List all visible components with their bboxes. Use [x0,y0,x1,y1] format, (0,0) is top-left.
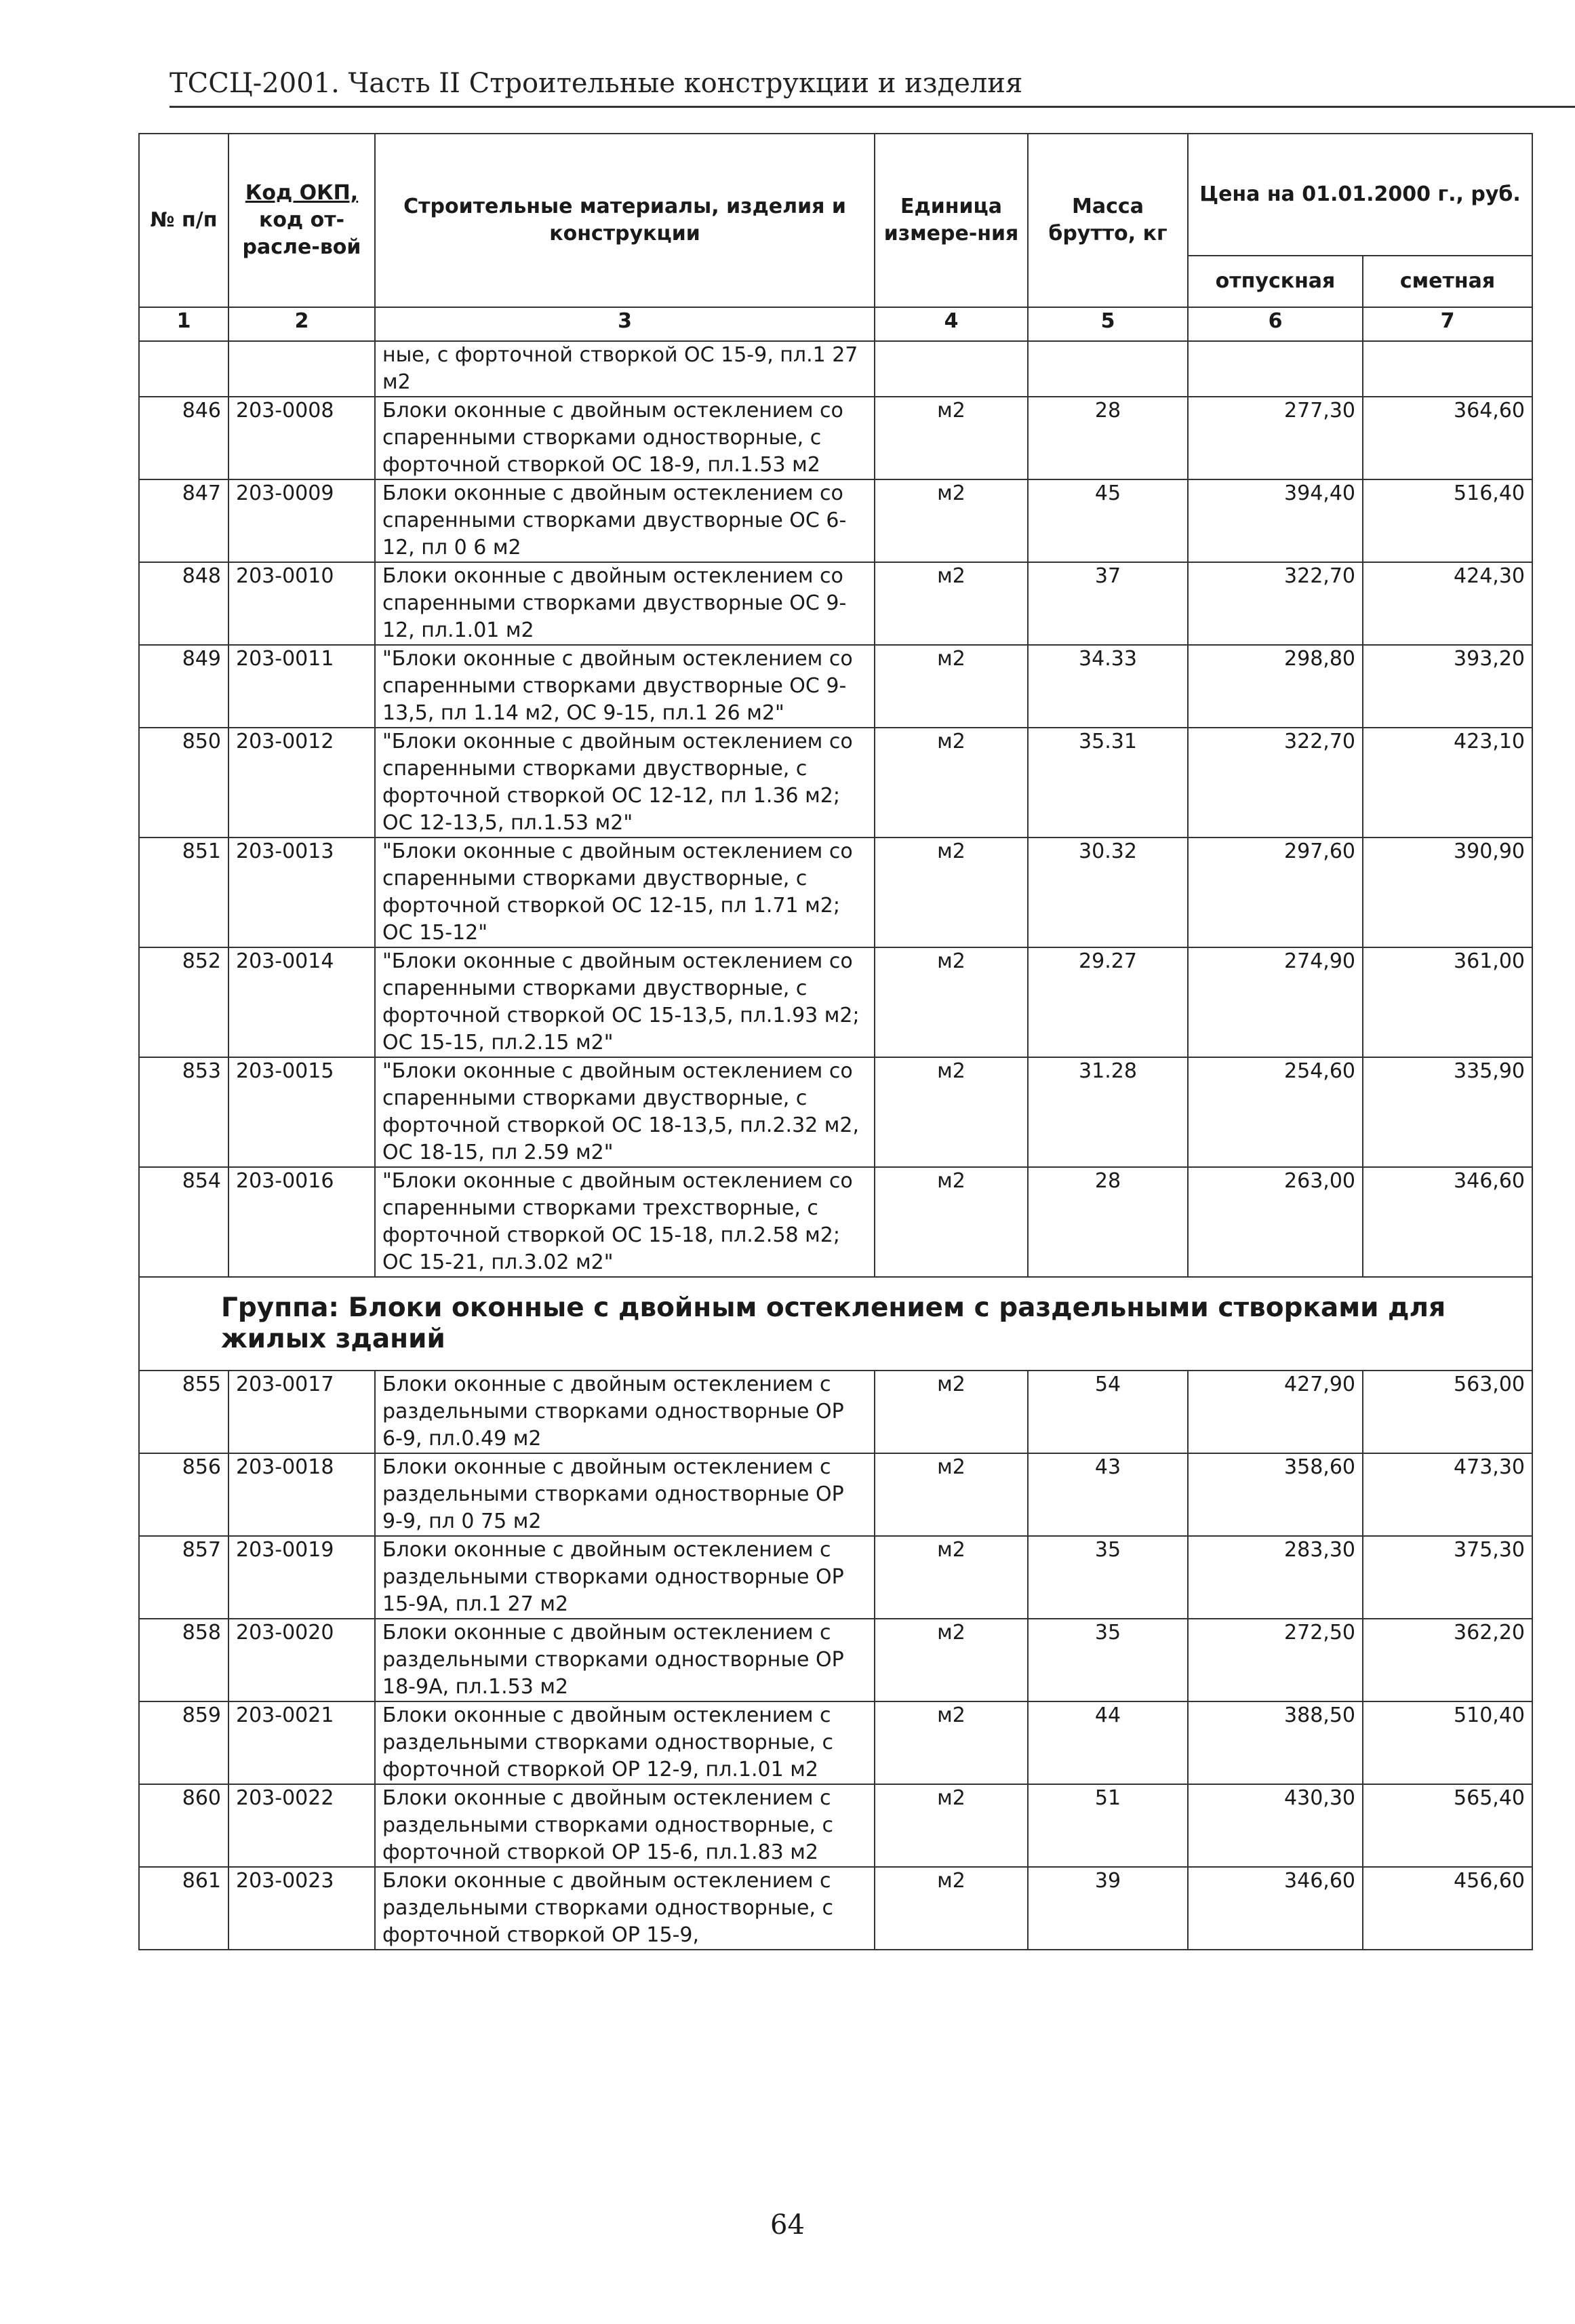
row-number: 853 [139,1057,228,1167]
header-release-price: отпускная [1188,256,1363,307]
mass: 35.31 [1028,728,1188,838]
header-rule [170,106,1575,108]
row-number: 856 [139,1453,228,1536]
table-row [139,1536,1532,1619]
group-heading-row [139,1277,1532,1371]
release-price: 298,80 [1188,645,1363,728]
unit: м2 [875,1453,1028,1536]
estimate-price: 335,90 [1363,1057,1532,1167]
estimate-price: 473,30 [1363,1453,1532,1536]
page-number: 64 [770,2209,805,2241]
mass: 35 [1028,1536,1188,1619]
row-number: 857 [139,1536,228,1619]
row-number: 849 [139,645,228,728]
material-name: "Блоки оконные с двойным остеклением со спаренными створками двустворные, с форточной створкой ОС 12-15, пл 1.71 м2; ОС 15-12" [375,838,875,947]
table-row [139,645,1532,728]
row-number: 852 [139,947,228,1057]
material-name: Блоки оконные с двойным остеклением с раздельными створками одностворные ОР 18-9А, пл.1.53 м2 [375,1619,875,1701]
estimate-price: 362,20 [1363,1619,1532,1701]
table-row [139,1057,1532,1167]
material-name: "Блоки оконные с двойным остеклением со спаренными створками двустворные, с форточной створкой ОС 12-12, пл 1.36 м2; ОС 12-13,5, пл.1.53 м2" [375,728,875,838]
unit: м2 [875,1167,1028,1277]
release-price: 263,00 [1188,1167,1363,1277]
mass: 28 [1028,397,1188,479]
okp-code: 203-0014 [228,947,375,1057]
column-number: 3 [375,307,875,341]
estimate-price: 565,40 [1363,1784,1532,1867]
estimate-price: 361,00 [1363,947,1532,1057]
column-number: 4 [875,307,1028,341]
table-row [139,947,1532,1057]
release-price: 427,90 [1188,1371,1363,1453]
estimate-price: 375,30 [1363,1536,1532,1619]
material-name: "Блоки оконные с двойным остеклением со спаренными створками двустворные ОС 9-13,5, пл 1.14 м2, ОС 9-15, пл.1 26 м2" [375,645,875,728]
unit: м2 [875,397,1028,479]
okp-code: 203-0010 [228,562,375,645]
release-price: 254,60 [1188,1057,1363,1167]
column-number: 6 [1188,307,1363,341]
material-name: Блоки оконные с двойным остеклением с раздельными створками одностворные ОР 15-9А, пл.1 27 м2 [375,1536,875,1619]
header-name: Строительные материалы, изделия и конструкции [375,134,875,307]
mass: 37 [1028,562,1188,645]
release-price: 358,60 [1188,1453,1363,1536]
table-row [139,397,1532,479]
okp-code: 203-0009 [228,479,375,562]
row-number: 850 [139,728,228,838]
row-number: 860 [139,1784,228,1867]
mass: 30.32 [1028,838,1188,947]
unit: м2 [875,1867,1028,1950]
unit: м2 [875,645,1028,728]
unit: м2 [875,1057,1028,1167]
table-row [139,1167,1532,1277]
okp-code: 203-0016 [228,1167,375,1277]
okp-code: 203-0008 [228,397,375,479]
table-row [139,1453,1532,1536]
unit: м2 [875,1619,1028,1701]
row-number: 847 [139,479,228,562]
column-number: 5 [1028,307,1188,341]
header-num: № п/п [139,134,228,307]
table-body-b [139,1371,1532,1950]
material-name: Блоки оконные с двойным остеклением с раздельными створками одностворные, с форточной створкой ОР 15-6, пл.1.83 м2 [375,1784,875,1867]
table-row [139,562,1532,645]
okp-code: 203-0013 [228,838,375,947]
header-okp-rest: код от-расле-вой [242,208,361,259]
mass: 31.28 [1028,1057,1188,1167]
estimate-price: 346,60 [1363,1167,1532,1277]
estimate-price: 424,30 [1363,562,1532,645]
mass: 45 [1028,479,1188,562]
mass: 28 [1028,1167,1188,1277]
material-name: Блоки оконные с двойным остеклением со спаренными створками двустворные ОС 6-12, пл 0 6 м2 [375,479,875,562]
release-price: 272,50 [1188,1619,1363,1701]
estimate-price: 423,10 [1363,728,1532,838]
release-price: 283,30 [1188,1536,1363,1619]
estimate-price: 563,00 [1363,1371,1532,1453]
table-row [139,1867,1532,1950]
unit: м2 [875,1701,1028,1784]
running-header: ТССЦ-2001. Часть II Строительные конструкции и изделия [170,68,1023,99]
mass: 54 [1028,1371,1188,1453]
table-body-a [139,341,1532,1277]
header-unit: Единица измере-ния [875,134,1028,307]
unit: м2 [875,947,1028,1057]
table-row [139,479,1532,562]
table-row [139,1784,1532,1867]
unit: м2 [875,1784,1028,1867]
mass: 34.33 [1028,645,1188,728]
table-row [139,1701,1532,1784]
mass: 43 [1028,1453,1188,1536]
material-name: Блоки оконные с двойным остеклением с раздельными створками одностворные ОР 6-9, пл.0.49 м2 [375,1371,875,1453]
okp-code: 203-0017 [228,1371,375,1453]
price-table [138,133,1533,1950]
unit: м2 [875,1536,1028,1619]
release-price: 297,60 [1188,838,1363,947]
mass: 51 [1028,1784,1188,1867]
okp-code: 203-0012 [228,728,375,838]
table-row [139,1619,1532,1701]
release-price: 277,30 [1188,397,1363,479]
release-price: 274,90 [1188,947,1363,1057]
okp-code: 203-0019 [228,1536,375,1619]
continuation-text: ные, с форточной створкой ОС 15-9, пл.1 27 м2 [375,341,875,397]
mass: 29.27 [1028,947,1188,1057]
row-number: 854 [139,1167,228,1277]
material-name: "Блоки оконные с двойным остеклением со спаренными створками трехстворные, с форточной створкой ОС 15-18, пл.2.58 м2; ОС 15-21, пл.3.02 м2" [375,1167,875,1277]
unit: м2 [875,562,1028,645]
mass: 39 [1028,1867,1188,1950]
material-name: "Блоки оконные с двойным остеклением со спаренными створками двустворные, с форточной створкой ОС 15-13,5, пл.1.93 м2; ОС 15-15, пл.2.15 м2" [375,947,875,1057]
release-price: 322,70 [1188,562,1363,645]
material-name: Блоки оконные с двойным остеклением с раздельными створками одностворные, с форточной створкой ОР 12-9, пл.1.01 м2 [375,1701,875,1784]
group-section [139,1277,1532,1371]
mass: 44 [1028,1701,1188,1784]
okp-code: 203-0015 [228,1057,375,1167]
header-okp-title: Код ОКП, [245,181,359,205]
release-price: 388,50 [1188,1701,1363,1784]
header-okp [228,134,375,307]
row-number: 861 [139,1867,228,1950]
okp-code: 203-0022 [228,1784,375,1867]
release-price: 322,70 [1188,728,1363,838]
table-row [139,1371,1532,1453]
material-name: Блоки оконные с двойным остеклением со спаренными створками двустворные ОС 9-12, пл.1.01 м2 [375,562,875,645]
material-name: Блоки оконные с двойным остеклением со спаренными створками одностворные, с форточной створкой ОС 18-9, пл.1.53 м2 [375,397,875,479]
header-estimate-price: сметная [1363,256,1532,307]
row-number: 848 [139,562,228,645]
mass: 35 [1028,1619,1188,1701]
table-header-row [139,134,1532,256]
release-price: 394,40 [1188,479,1363,562]
estimate-price: 510,40 [1363,1701,1532,1784]
row-number: 846 [139,397,228,479]
column-number: 1 [139,307,228,341]
okp-code: 203-0021 [228,1701,375,1784]
column-number-row [139,307,1532,341]
unit: м2 [875,838,1028,947]
unit: м2 [875,1371,1028,1453]
row-number: 851 [139,838,228,947]
estimate-price: 390,90 [1363,838,1532,947]
estimate-price: 393,20 [1363,645,1532,728]
row-number: 859 [139,1701,228,1784]
estimate-price: 364,60 [1363,397,1532,479]
table-row [139,728,1532,838]
column-number: 7 [1363,307,1532,341]
header-price: Цена на 01.01.2000 г., руб. [1188,134,1532,256]
estimate-price: 516,40 [1363,479,1532,562]
estimate-price: 456,60 [1363,1867,1532,1950]
row-number: 855 [139,1371,228,1453]
unit: м2 [875,479,1028,562]
column-number: 2 [228,307,375,341]
okp-code: 203-0020 [228,1619,375,1701]
okp-code: 203-0011 [228,645,375,728]
group-heading: Группа: Блоки оконные с двойным остеклением с раздельными створками для жилых зданий [139,1277,1532,1371]
material-name: Блоки оконные с двойным остеклением с раздельными створками одностворные ОР 9-9, пл 0 75 м2 [375,1453,875,1536]
material-name: "Блоки оконные с двойным остеклением со спаренными створками двустворные, с форточной створкой ОС 18-13,5, пл.2.32 м2, ОС 18-15, пл 2.59 м2" [375,1057,875,1167]
release-price: 346,60 [1188,1867,1363,1950]
table-row [139,838,1532,947]
okp-code: 203-0018 [228,1453,375,1536]
material-name: Блоки оконные с двойным остеклением с раздельными створками одностворные, с форточной створкой ОР 15-9, [375,1867,875,1950]
okp-code: 203-0023 [228,1867,375,1950]
release-price: 430,30 [1188,1784,1363,1867]
unit: м2 [875,728,1028,838]
header-mass: Масса брутто, кг [1028,134,1188,307]
row-number: 858 [139,1619,228,1701]
continuation-row [139,341,1532,397]
